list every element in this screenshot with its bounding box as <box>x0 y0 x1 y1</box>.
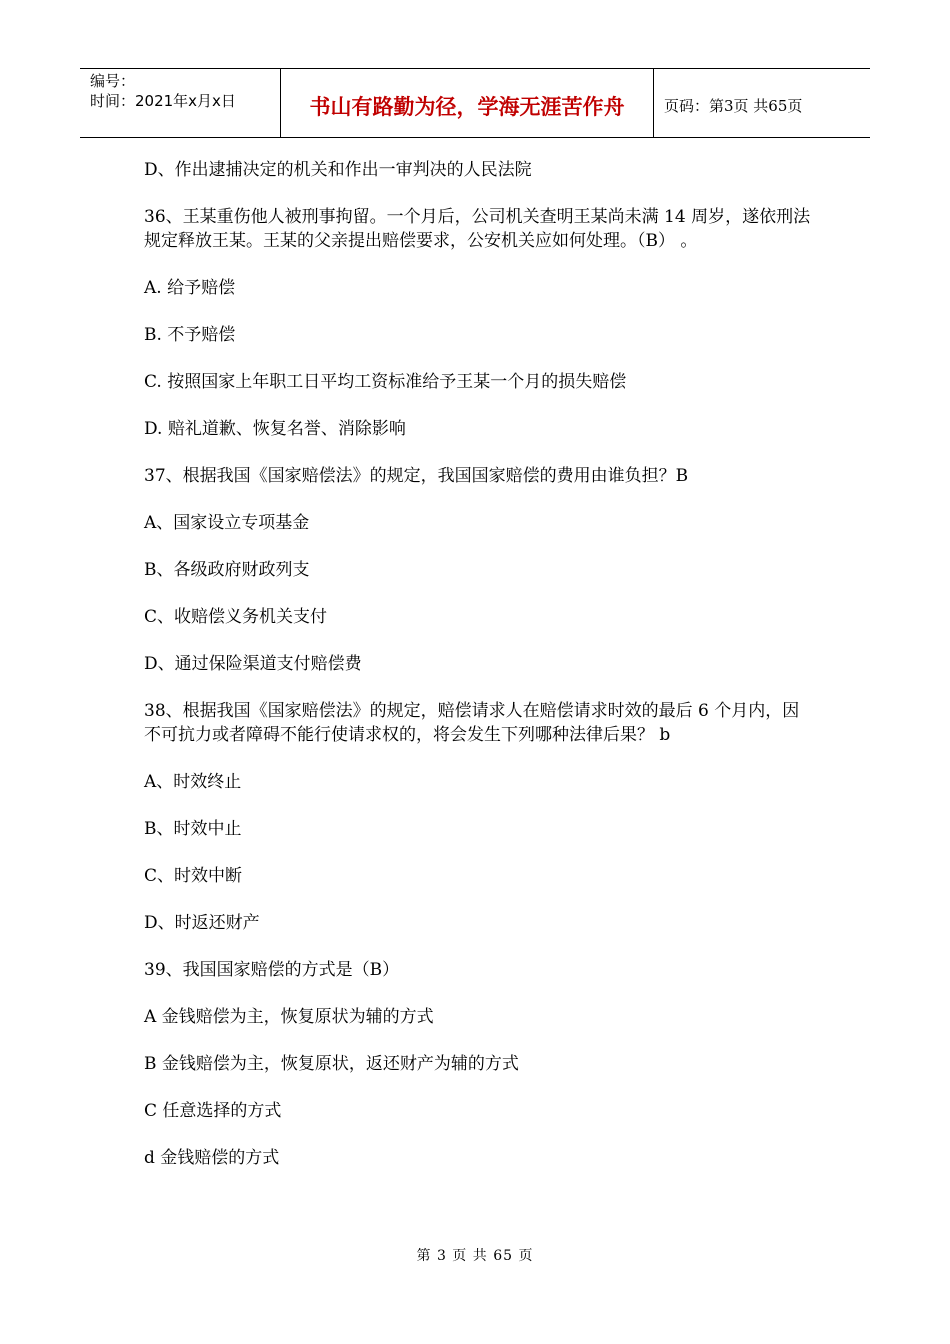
document-number-label: 编号： <box>90 72 136 90</box>
document-time-label: 时间：2021年x月x日 <box>90 92 236 110</box>
option-d-q39: d 金钱赔偿的方式 <box>144 1148 280 1168</box>
header-page-info: 页码：第3页 共65页 <box>664 96 803 115</box>
page-header <box>80 68 870 138</box>
option-c-q38: C、时效中断 <box>144 866 243 886</box>
option-d-q36: D. 赔礼道歉、恢复名誉、消除影响 <box>144 419 406 439</box>
document-body <box>144 158 814 1193</box>
option-a-q38: A、时效终止 <box>144 772 242 792</box>
question-38: 38、根据我国《国家赔偿法》的规定，赔偿请求人在赔偿请求时效的最后 6 个月内，因不可抗力或者障碍不能行使请求权的，将会发生下列哪种法律后果？ b <box>144 701 800 745</box>
question-37: 37、根据我国《国家赔偿法》的规定，我国国家赔偿的费用由谁负担？B <box>144 466 689 486</box>
page-footer: 第 3 页 共 65 页 <box>416 1248 534 1264</box>
question-36: 36、王某重伤他人被刑事拘留。一个月后，公司机关查明王某尚未满 14 周岁，遂依刑法规定释放王某。王某的父亲提出赔偿要求，公安机关应如何处理。（B） 。 <box>144 207 811 251</box>
option-d-q38: D、时返还财产 <box>144 913 260 933</box>
question-39: 39、我国国家赔偿的方式是（B） <box>144 960 400 980</box>
option-a-q39: A 金钱赔偿为主，恢复原状为辅的方式 <box>144 1007 434 1027</box>
option-c-q39: C 任意选择的方式 <box>144 1101 282 1121</box>
option-b-q38: B、时效中止 <box>144 819 242 839</box>
option-b-q37: B、各级政府财政列支 <box>144 560 310 580</box>
option-a-q37: A、国家设立专项基金 <box>144 513 310 533</box>
option-c-q37: C、收赔偿义务机关支付 <box>144 607 328 627</box>
option-c-q36: C. 按照国家上年职工日平均工资标准给予王某一个月的损失赔偿 <box>144 372 627 392</box>
option-a-q36: A. 给予赔偿 <box>144 278 236 298</box>
option-b-q36: B. 不予赔偿 <box>144 325 236 345</box>
option-b-q39: B 金钱赔偿为主，恢复原状，返还财产为辅的方式 <box>144 1054 519 1074</box>
option-d-q37: D、通过保险渠道支付赔偿费 <box>144 654 362 674</box>
header-motto: 书山有路勤为径，学海无涯苦作舟 <box>281 69 654 137</box>
header-meta <box>80 69 281 137</box>
option-d-q35: D、作出逮捕决定的机关和作出一审判决的人民法院 <box>144 160 532 180</box>
